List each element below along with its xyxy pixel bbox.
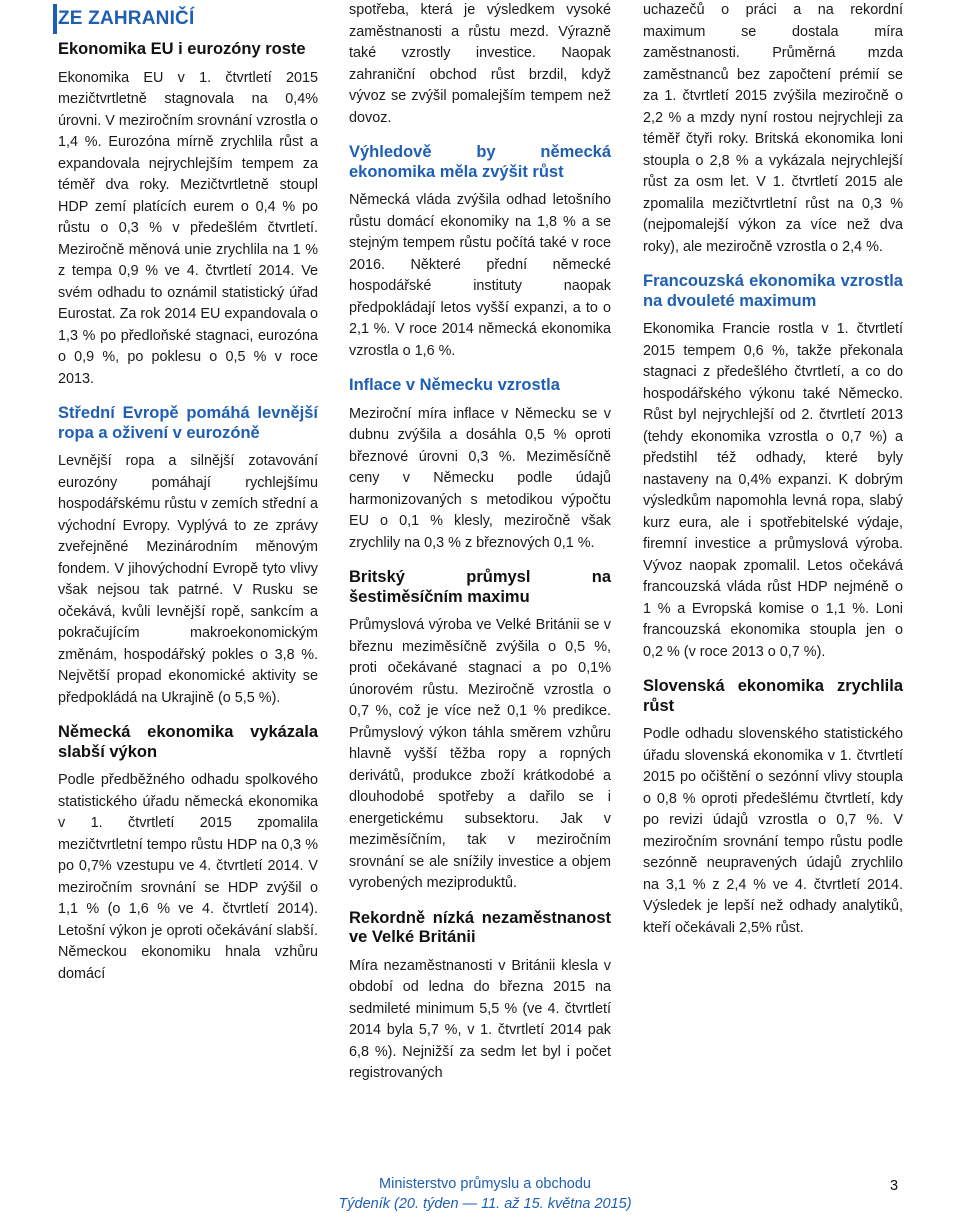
paragraph-german-outlook: Německá vláda zvýšila odhad letošního růstu domácí ekonomiky na 1,8 % a se stejným tempem růstu počítá také v roce 2016. Některé přední německé hospodářské instituty naopak předpokládají letos vyšší expanzi, a to o 2,1 %. V roce 2014 německá ekonomika vzrostla o 1,6 %. [349, 192, 611, 359]
paragraph-british-industry: Průmyslová výroba ve Velké Británii se v březnu meziměsíčně zvýšila o 0,5 %, proti očekávané stagnaci a po 0,1% únorovém růstu. Meziročně vzrostla o 0,7 %, což je více než 0,1 % predikce. Průmyslový výkon táhla směrem vzhůru hlavně vyšší těžba ropy a ropných derivátů, produkce zboží krátkodobé a dlouhodobé spotřeby a dařilo se i energetickému subsektoru. Jak v meziměsíčním, tak v meziročním srovnání se ale snížily investice a objem vyrobených meziproduktů. [349, 617, 611, 891]
column-3 [643, 0, 903, 939]
heading-german-inflation: Inflace v Německu vzrostla [349, 376, 560, 394]
heading-eu-economy: Ekonomika EU i eurozóny roste [58, 40, 306, 58]
heading-central-europe: Střední Evropě pomáhá levnější ropa a oživení v eurozóně [58, 404, 318, 442]
paragraph-german-economy: Podle předběžného odhadu spolkového statistického úřadu německá ekonomika v 1. čtvrtletí 2015 zpomalila mezičtvrtletní tempo růstu HDP na 0,3 % po 0,7% vzestupu ve 4. čtvrtletí 2014. V meziročním srovnání se HDP zvýšil o 1,1 % (o 1,6 % ve 4. čtvrtletí 2014). Letošní výkon je oproti očekávání slabší. Německou ekonomiku hnala vzhůru domácí [58, 772, 318, 982]
paragraph-german-economy-cont: spotřeba, která je výsledkem vysoké zaměstnanosti a růstu mezd. Výrazně také vzrostly investice. Naopak zahraniční obchod růst brzdil, když vývoz se zvýšil pomalejším tempem než dovoz. [349, 2, 611, 126]
footer-organization: Ministerstvo průmyslu a obchodu [379, 1176, 591, 1192]
paragraph-uk-unemployment-cont: uchazečů o práci a na rekordní maximum se dostala míra zaměstnanosti. Průměrná mzda zaměstnanců bez započtení prémií se za 1. čtvrtletí 2015 zvýšila meziročně o 2,2 % a mzdy nyní rostou nejrychleji za téměř čtyři roky. Britská ekonomika loni stoupla o 2,8 % a vykázala nejrychlejší růst za osm let. V 1. čtvrtletí 2015 ale zpomalila mezičtvrtletní růst na 0,3 % (nejpomalejší výkon za více než dva roky), ale meziročně vzrostla o 2,4 %. [643, 2, 903, 255]
paragraph-slovak-economy: Podle odhadu slovenského statistického úřadu slovenská ekonomika v 1. čtvrtletí 2015 po očištění o sezónní vlivy stoupla o 0,8 % oproti předešlému čtvrtletí, kdy po revizi údajů vzrostla o 0,7 %. V meziročním srovnání tempo růstu podle sezónně neupravených údajů zrychlilo na 3,1 % z 2,4 % ve 4. čtvrtletí 2014. Výsledek je lepší než odhady analytiků, kteří očekávali 2,5% růst. [643, 726, 903, 936]
paragraph-uk-unemployment: Míra nezaměstnanosti v Británii klesla v období od ledna do března 2015 na sedmileté minimum 5,5 % (ve 4. čtvrtletí 2014 byla 5,7 %, v 1. čtvrtletí 2014 pak 6,8 %). Nejnižší za sedm let byl i počet registrovaných [349, 957, 611, 1081]
heading-german-economy: Německá ekonomika vykázala slabší výkon [58, 723, 318, 761]
section-title: ZE ZAHRANIČÍ [58, 8, 195, 29]
paragraph-central-europe: Levnější ropa a silnější zotavování eurozóny pomáhají rychlejšímu hospodářskému růstu v zemích střední a východní Evropy. Vyplývá to ze zprávy zveřejněné Mezinárodním měnovým fondem. V jihovýchodní Evropě tyto vlivy však nejsou tak patrné. V Rusku se očekává, kvůli levnější ropě, sankcím a pokračujícím makroekonomickým změnám, hospodářský pokles o 3,8 %. Největší propad ekonomické aktivity se předpokládá na Ukrajině (o 5,5 %). [58, 453, 318, 706]
heading-french-economy: Francouzská ekonomika vzrostla na dvouleté maximum [643, 272, 903, 310]
column-2 [349, 0, 611, 1085]
heading-british-industry: Britský průmysl na šestiměsíčním maximu [349, 568, 611, 606]
heading-slovak-economy: Slovenská ekonomika zrychlila růst [643, 677, 903, 715]
heading-german-outlook: Výhledově by německá ekonomika měla zvýšit růst [349, 143, 611, 181]
section-accent-bar [53, 4, 57, 34]
heading-uk-unemployment: Rekordně nízká nezaměstnanost ve Velké Británii [349, 908, 611, 946]
footer-week: Týdeník (20. týden — 11. až 15. května 2015) [338, 1196, 632, 1212]
paragraph-eu-economy: Ekonomika EU v 1. čtvrtletí 2015 mezičtvrtletně stagnovala na 0,4% úrovni. V meziročním srovnání vzrostla o 1,4 %. Eurozóna mírně zrychlila růst a expandovala nejrychlejším tempem za téměř dva roky. Mezičtvrtletně stoupl HDP zemí platících eurem o 0,4 % po růstu o 0,3 % v předešlém čtvrtletí. Meziročně měnová unie zrychlila na 1 % z tempa 0,9 % ve 4. čtvrtletí 2014. Ve svém odhadu to oznámil statistický úřad Eurostat. Za rok 2014 EU expandovala o 1,3 % po předloňské stagnaci, eurozóna o 0,9 %, po poklesu o 0,5 % v roce 2013. [58, 69, 318, 387]
paragraph-german-inflation: Meziroční míra inflace v Německu se v dubnu zvýšila a dosáhla 0,5 % oproti březnové úrovni 0,3 %. Meziměsíčně ceny v Německu podle údajů harmonizovaných s metodikou výpočtu EU o 0,1 % klesly, meziročně však zrychlily na 0,3 % z březnových 0,1 %. [349, 405, 611, 551]
paragraph-french-economy: Ekonomika Francie rostla v 1. čtvrtletí 2015 tempem 0,6 %, takže překonala stagnaci z předešlého čtvrtletí, a co do hospodářského výkonu také Německo. Růst byl nejrychlejší od 2. čtvrtletí 2013 (tehdy ekonomika vzrostla o 0,7 %) a předstihl též odhady, které byly nastaveny na 0,4% expanzi. K dobrým výsledkům napomohla levná ropa, slabý kurz eura, ale i spotřebitelské výdaje, firemní investice a průmyslová výroba. Vývoz naopak zpomalil. Letos očekává francouzská vláda růst HDP nejméně o 1 % a Evropská komise o 1,1 %. Loni francouzská ekonomika stoupla jen o 0,2 % (v roce 2013 o 0,7 %). [643, 321, 903, 660]
column-1 [58, 0, 318, 985]
page-number: 3 [890, 1178, 899, 1194]
